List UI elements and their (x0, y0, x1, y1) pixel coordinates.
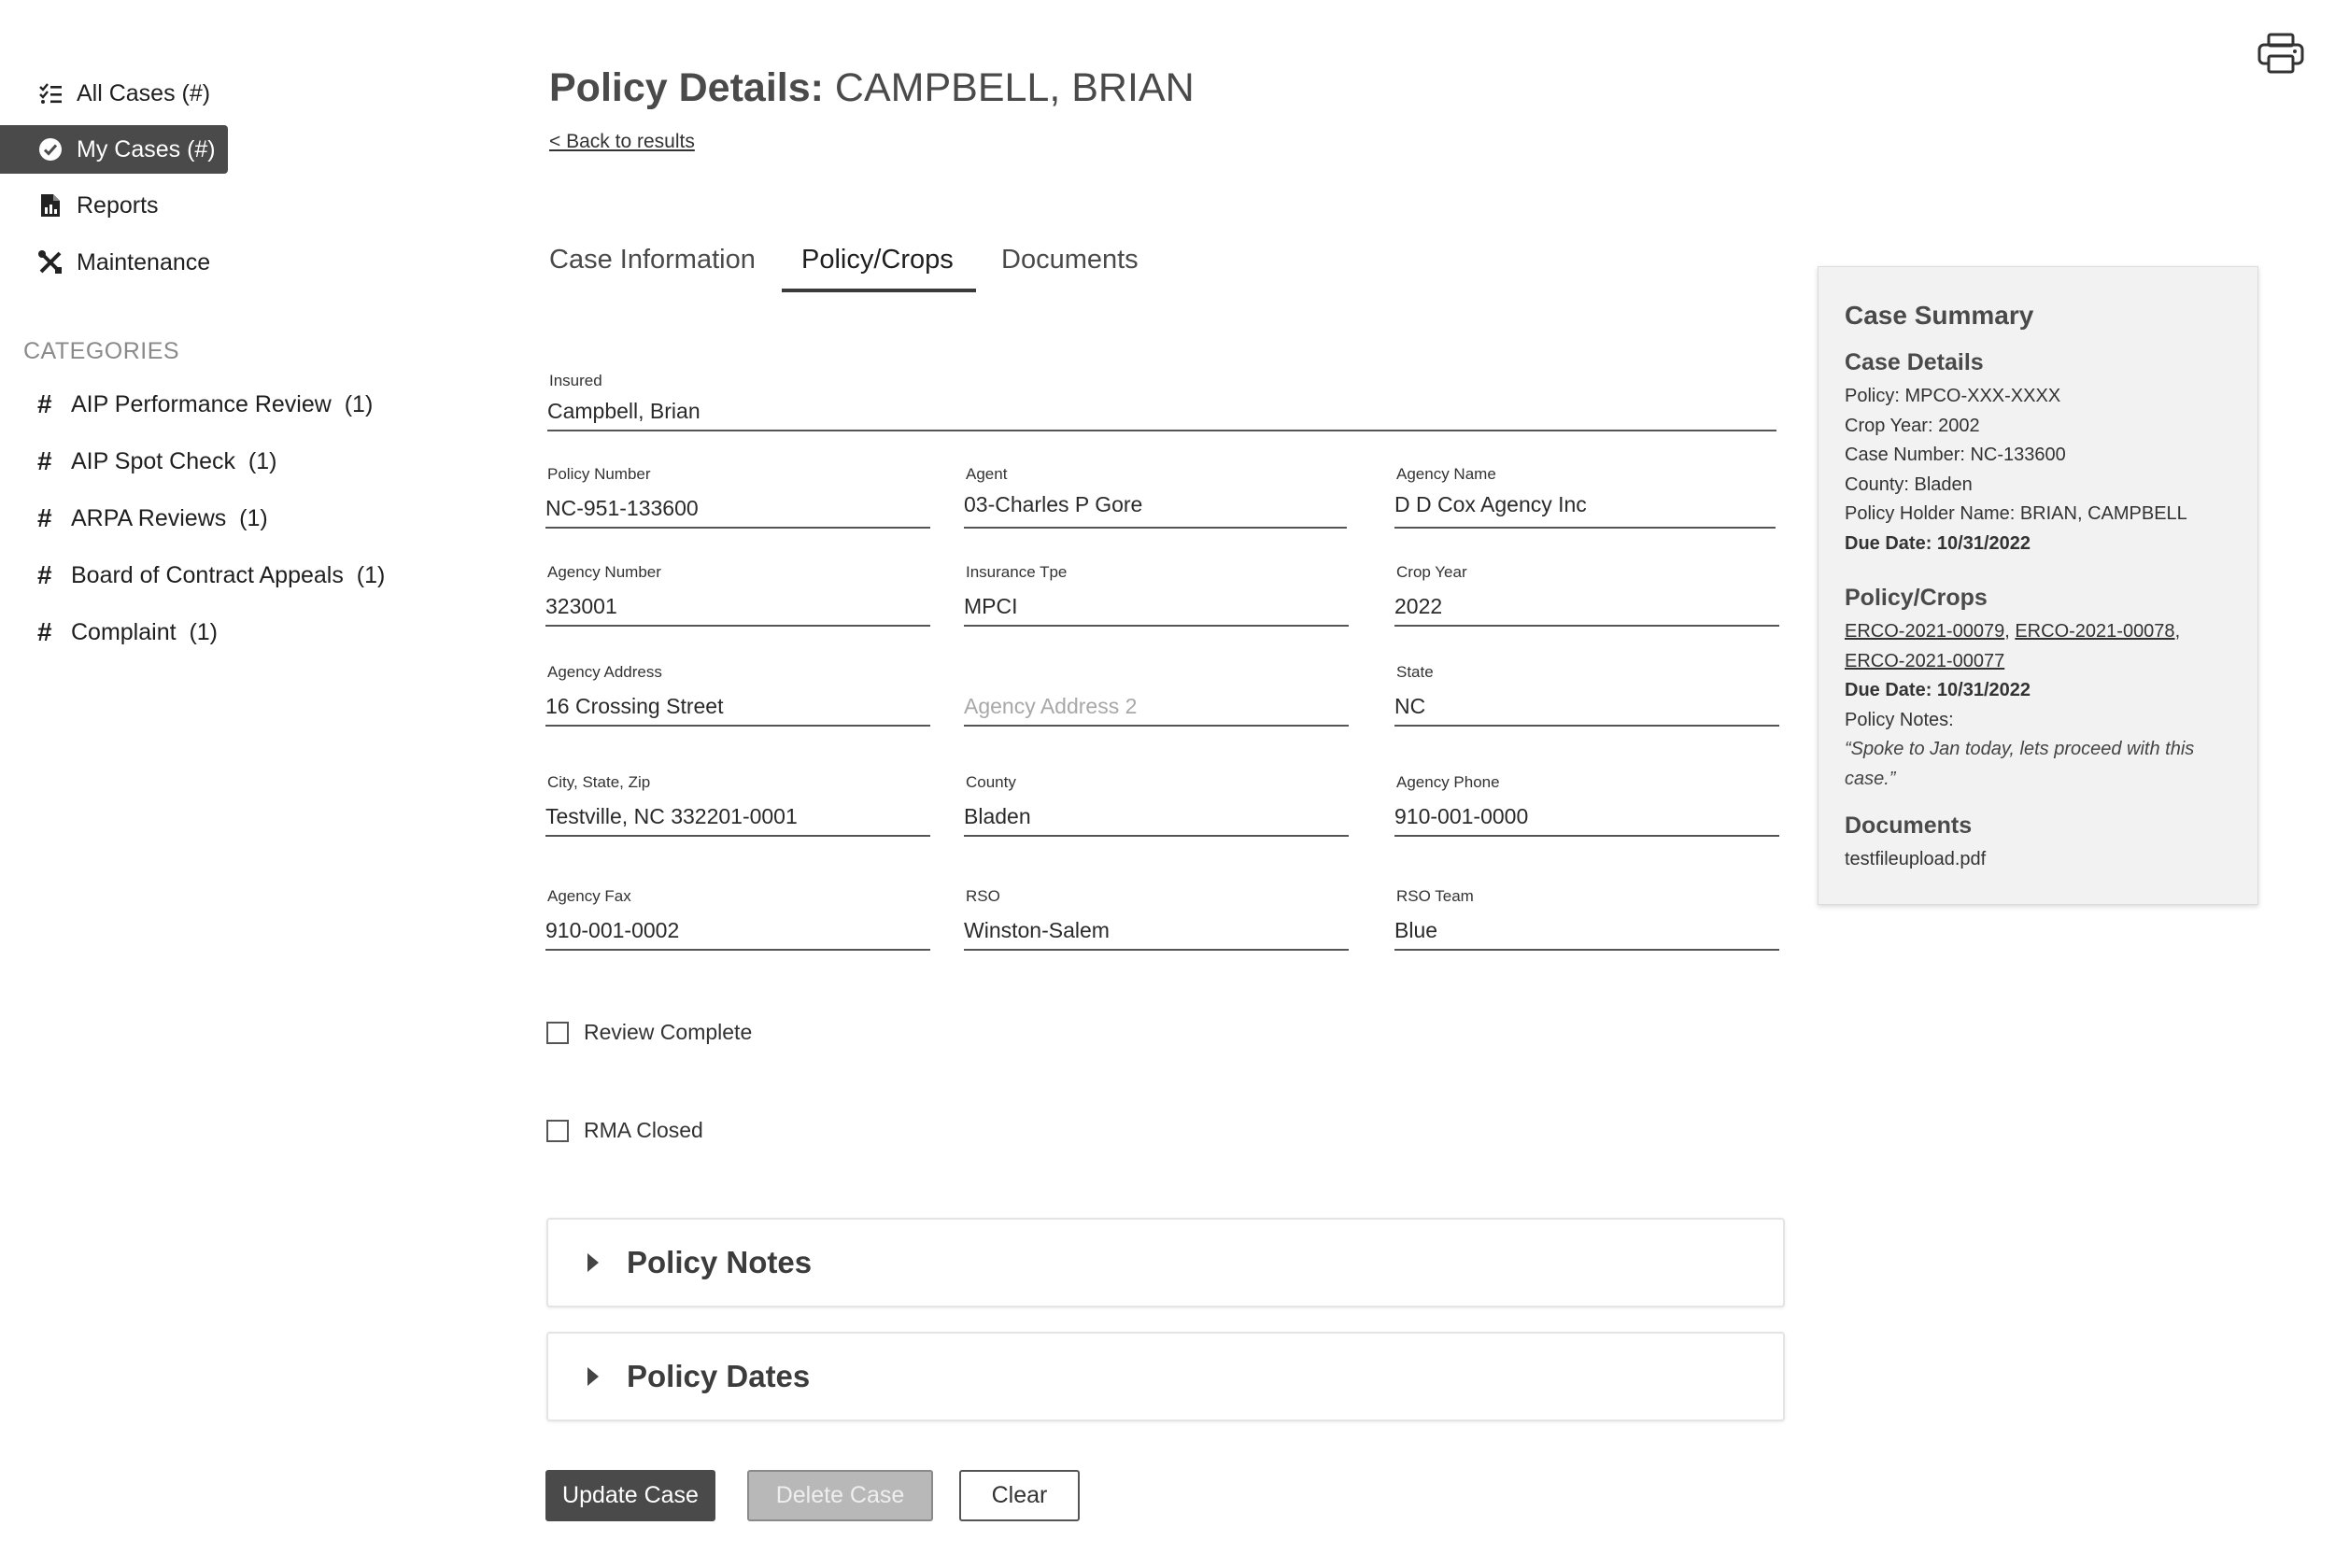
list-check-icon (37, 80, 64, 106)
caret-right-icon (587, 1253, 599, 1272)
summary-due-date: Due Date: 10/31/2022 (1845, 532, 2031, 554)
category-label: Complaint (1) (71, 618, 218, 645)
case-summary-panel (1818, 266, 2258, 905)
case-summary-title: Case Summary (1845, 301, 2034, 330)
separator: , (2004, 621, 2016, 642)
nav-all-cases-label: All Cases (#) (77, 79, 211, 106)
summary-county: County: Bladen (1845, 473, 1973, 495)
printer-icon (2257, 32, 2305, 75)
rso-label: RSO (966, 887, 1000, 905)
review-complete-label: Review Complete (584, 1020, 753, 1044)
policy-number-field[interactable] (545, 465, 930, 529)
insured-input[interactable] (547, 399, 1776, 424)
policy-crops-due-date: Due Date: 10/31/2022 (1845, 680, 2031, 700)
summary-holder-name: Policy Holder Name: BRIAN, CAMPBELL (1845, 503, 2187, 524)
agent-label: Agent (966, 465, 1008, 483)
insurance-type-field[interactable] (964, 563, 1349, 627)
agency-phone-field[interactable] (1394, 773, 1779, 837)
agency-number-input[interactable] (545, 594, 930, 619)
policy-notes-label: Policy Notes (627, 1245, 813, 1279)
page-title (549, 65, 1195, 111)
crop-year-input[interactable] (1394, 594, 1779, 619)
clear-button[interactable]: Clear (959, 1470, 1080, 1521)
agent-field[interactable] (964, 465, 1347, 529)
back-to-results-link[interactable]: < Back to results (549, 131, 695, 152)
agent-input[interactable] (964, 492, 1347, 517)
rso-team-field[interactable] (1394, 887, 1779, 951)
agency-address-2-input[interactable] (964, 694, 1349, 719)
category-label: Board of Contract Appeals (1) (71, 561, 386, 588)
hash-icon: # (37, 560, 52, 589)
policy-note-text: “Spoke to Jan today, lets proceed with this case.” (1845, 739, 2195, 789)
agency-name-label: Agency Name (1396, 465, 1496, 483)
rma-closed-box[interactable] (546, 1120, 569, 1142)
category-label: ARPA Reviews (1) (71, 504, 268, 531)
policy-number-input[interactable] (545, 496, 930, 521)
hash-icon: # (37, 617, 52, 646)
spacer (1845, 558, 2257, 585)
review-complete-checkbox[interactable] (546, 1020, 752, 1045)
caret-right-icon (587, 1367, 599, 1386)
policy-crops-links (1845, 617, 2257, 647)
hash-icon: # (37, 389, 52, 418)
policy-dates-label: Policy Dates (627, 1359, 811, 1393)
policy-crops-heading: Policy/Crops (1845, 585, 1988, 611)
city-state-zip-input[interactable] (545, 804, 930, 829)
update-case-button[interactable]: Update Case (545, 1470, 715, 1521)
rma-closed-checkbox[interactable] (546, 1118, 703, 1143)
agency-fax-input[interactable] (545, 918, 930, 943)
spacer (1845, 794, 2257, 812)
insured-label: Insured (549, 372, 602, 389)
category-arpa-reviews[interactable] (37, 495, 268, 542)
case-details-heading: Case Details (1845, 349, 1984, 375)
crop-link[interactable]: ERCO-2021-00078 (2015, 621, 2175, 642)
agency-address-input[interactable] (545, 694, 930, 719)
agency-number-label: Agency Number (547, 563, 661, 581)
crop-year-field[interactable] (1394, 563, 1779, 627)
category-label: AIP Performance Review (1) (71, 390, 374, 417)
document-file[interactable]: testfileupload.pdf (1845, 849, 1987, 869)
nav-all-cases[interactable] (0, 69, 210, 118)
nav-maintenance-label: Maintenance (77, 248, 211, 275)
state-label: State (1396, 663, 1434, 681)
crop-year-label: Crop Year (1396, 563, 1467, 581)
agency-name-field[interactable] (1394, 465, 1776, 529)
agency-fax-field[interactable] (545, 887, 930, 951)
agency-phone-input[interactable] (1394, 804, 1779, 829)
page-title-label: Policy Details: (549, 65, 824, 110)
category-aip-performance-review[interactable] (37, 381, 373, 428)
delete-case-button[interactable]: Delete Case (747, 1470, 933, 1521)
category-aip-spot-check[interactable] (37, 438, 276, 485)
agency-name-input[interactable] (1394, 492, 1776, 517)
active-tab-indicator (782, 289, 976, 292)
insured-field[interactable] (547, 372, 1776, 431)
policy-number-label: Policy Number (547, 465, 651, 483)
rma-closed-label: RMA Closed (584, 1118, 703, 1142)
nav-my-cases-label: My Cases (#) (77, 135, 216, 162)
crop-link[interactable]: ERCO-2021-00077 (1845, 650, 2005, 671)
county-field[interactable] (964, 773, 1349, 837)
county-input[interactable] (964, 804, 1349, 829)
rso-team-input[interactable] (1394, 918, 1779, 943)
page-title-name: CAMPBELL, BRIAN (834, 65, 1195, 110)
summary-crop-year: Crop Year: 2002 (1845, 415, 1980, 436)
review-complete-box[interactable] (546, 1022, 569, 1044)
state-input[interactable] (1394, 694, 1779, 719)
county-label: County (966, 773, 1016, 791)
crop-link[interactable]: ERCO-2021-00079 (1845, 621, 2005, 642)
hash-icon: # (37, 503, 52, 532)
summary-policy: Policy: MPCO-XXX-XXXX (1845, 386, 2061, 406)
hash-icon: # (37, 446, 52, 475)
policy-notes-label-summary: Policy Notes: (1845, 709, 1954, 730)
tab-case-information[interactable]: Case Information (549, 245, 756, 275)
check-circle-icon (37, 136, 64, 162)
sidebar (0, 0, 504, 1568)
policy-notes-accordion[interactable] (546, 1218, 1785, 1307)
print-button[interactable] (2257, 32, 2305, 75)
agency-address-field[interactable] (545, 663, 930, 727)
nav-my-cases[interactable] (0, 125, 228, 174)
rso-team-label: RSO Team (1396, 887, 1474, 905)
rso-input[interactable] (964, 918, 1349, 943)
report-icon (37, 192, 64, 219)
category-complaint[interactable] (37, 609, 218, 656)
agency-address-label: Agency Address (547, 663, 662, 681)
policy-dates-accordion[interactable] (546, 1332, 1785, 1421)
tab-documents[interactable]: Documents (1001, 245, 1139, 275)
city-state-zip-field[interactable] (545, 773, 930, 837)
state-field[interactable] (1394, 663, 1779, 727)
documents-heading: Documents (1845, 812, 1973, 839)
nav-maintenance[interactable] (0, 238, 210, 287)
nav-reports-label: Reports (77, 191, 159, 219)
policy-crops-links-row2 (1845, 647, 2257, 677)
city-state-zip-label: City, State, Zip (547, 773, 651, 791)
category-label: AIP Spot Check (1) (71, 447, 277, 474)
agency-fax-label: Agency Fax (547, 887, 631, 905)
category-board-of-contract-appeals[interactable] (37, 552, 385, 599)
categories-heading: CATEGORIES (23, 338, 180, 364)
separator: , (2174, 621, 2181, 642)
insurance-type-input[interactable] (964, 594, 1349, 619)
rso-field[interactable] (964, 887, 1349, 951)
tools-icon (37, 249, 64, 275)
nav-reports[interactable] (0, 181, 159, 230)
insurance-type-label: Insurance Tpe (966, 563, 1068, 581)
agency-phone-label: Agency Phone (1396, 773, 1500, 791)
tab-policy-crops[interactable]: Policy/Crops (801, 245, 954, 275)
summary-case-number: Case Number: NC-133600 (1845, 445, 2066, 465)
agency-address-2-field[interactable] (964, 663, 1349, 727)
agency-number-field[interactable] (545, 563, 930, 627)
